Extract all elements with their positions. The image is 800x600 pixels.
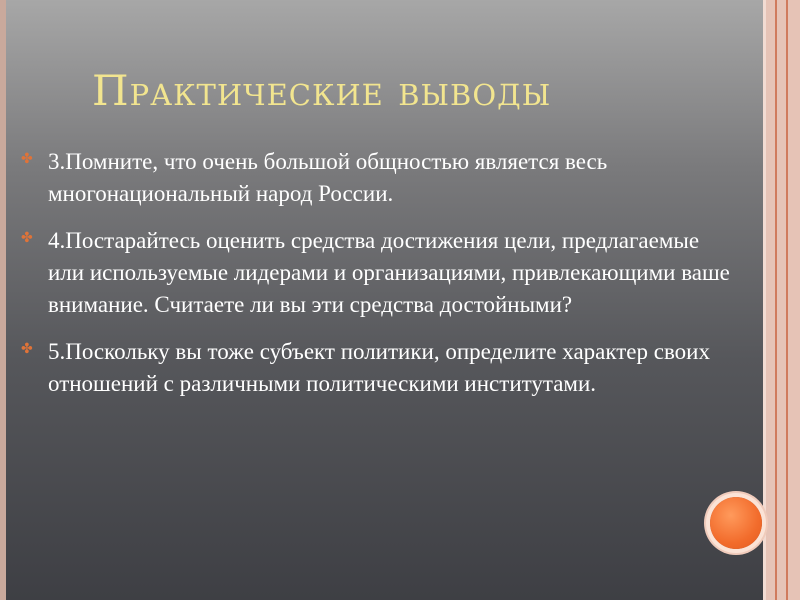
bullet-item	[20, 146, 740, 210]
arrow-bullet-icon: ✤	[21, 341, 33, 357]
bullet-item	[20, 336, 740, 400]
bullet-text: 5.Поскольку вы тоже субъект политики, определите характер своих отношений с различными политическими институтами.	[48, 339, 710, 396]
bullet-item	[20, 225, 740, 321]
bullet-text: 4.Постарайтесь оценить средства достижения цели, предлагаемые или используемые лидерами и организациями, привлекающими ваше внимание. Считаете ли вы эти средства достойными?	[48, 228, 730, 317]
bullet-text: 3.Помните, что очень большой общностью является весь многонациональный народ России.	[48, 149, 608, 206]
border-line	[786, 0, 788, 600]
arrow-bullet-icon: ✤	[21, 151, 33, 167]
left-border-strip	[0, 0, 6, 600]
arrow-bullet-icon: ✤	[21, 230, 33, 246]
border-line	[775, 0, 777, 600]
orange-circle-decoration	[710, 497, 762, 549]
slide-title: Практические выводы	[92, 66, 552, 115]
bullet-list	[20, 146, 740, 415]
right-decorative-border	[763, 0, 800, 600]
